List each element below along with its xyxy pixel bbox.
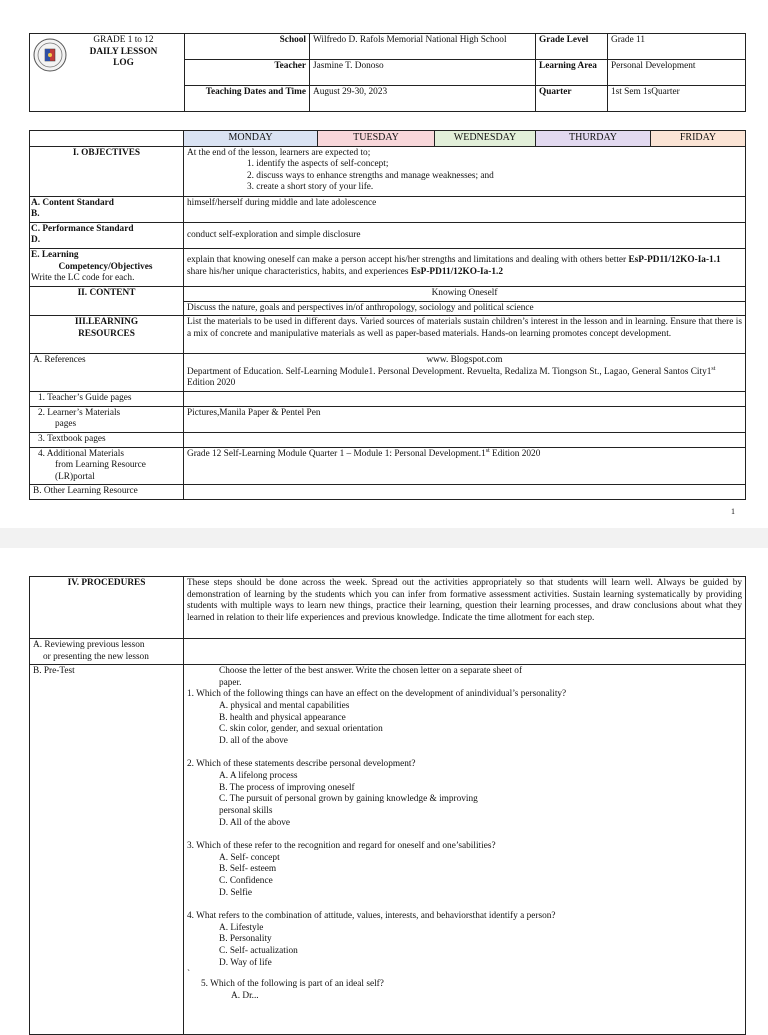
dates-value: August 29-30, 2023 [310,86,536,112]
objectives-cell [184,146,746,196]
comp-label-1: E. Learning [31,249,79,260]
procedures-table [29,576,746,1035]
references-tail: Edition 2020 [187,378,236,389]
add-label-1: 4. Additional Materials [38,448,124,459]
comp-label-2: Competency/Objectives [58,261,153,272]
title-line-2: DAILY LESSON [89,46,158,57]
grade-value: Grade 11 [608,34,746,60]
content-title: Knowing Oneself [184,286,746,301]
comp-label-3: Write the LC code for each. [31,273,135,284]
references-sup: st [711,365,716,372]
comp-value-1: explain that knowing oneself can make a person accept his/her strengths and limitations and dealing with others better [187,254,627,265]
dates-label: Teaching Dates and Time [185,86,310,112]
day-tuesday: TUESDAY [318,131,435,147]
objectives-label: I. OBJECTIVES [30,146,184,196]
content-std-b: B. [31,209,40,220]
objective-3: 3. create a short story of your life. [247,182,374,193]
add-sup: st [485,447,490,454]
school-label: School [185,34,310,60]
pretest-instr-1: Choose the letter of the best answer. Write the chosen letter on a separate sheet of [219,666,523,677]
title-line-1: GRADE 1 to 12 [93,35,154,45]
procedures-desc: These steps should be done across the week. Spread out the activities appropriately so that students will learn well. Always be guided by demonstration of learning by the students which you can infer from formative assessment activities. Sustain learning systematically by providing students with multiple ways to learn new things, practice their learning, question their learning processes, and draw conclusions about what they learned in relation to their life experiences and previous knowledge. Indicate the time allotment for each step. [184,577,746,639]
resources-label-2: RESOURCES [78,328,135,339]
review-label-2: or presenting the new lesson [43,651,149,662]
q5: 5. Which of the following is part of an ideal self? [201,979,384,990]
q3: 3. Which of these refer to the recognition and regard for oneself and one’sabilities? [187,841,496,852]
content-std-label: A. Content Standard [31,197,114,208]
review-label-1: A. Reviewing previous lesson [33,640,145,650]
content-desc: Discuss the nature, goals and perspectives in/of anthropology, sociology and political science [184,301,746,316]
page-number: 1 [731,507,735,516]
objectives-intro: At the end of the lesson, learners are expected to; [187,147,371,158]
lm-label-1: 2. Learner’s Materials [38,407,121,418]
lm-value: Pictures,Manila Paper & Pentel Pen [184,406,746,432]
q1-d: D. all of the above [219,735,288,746]
q4-a: A. Lifestyle [219,922,264,933]
q2-d: D. All of the above [219,817,291,828]
q3-a: A. Self- concept [219,852,280,863]
school-value: Wilfredo D. Rafols Memorial National High School [310,34,536,60]
tg-label: 1. Teacher’s Guide pages [30,392,184,407]
content-std-value: himself/herself during middle and late adolescence [184,196,746,222]
procedures-label: IV. PROCEDURES [30,577,184,639]
day-monday: MONDAY [184,131,318,147]
q4-mark: ` [187,969,191,980]
add-label-2: from Learning Resource [55,460,146,471]
perf-std-label: C. Performance Standard [31,223,134,234]
content-label: II. CONTENT [30,286,184,315]
other-label: B. Other Learning Resource [30,485,184,500]
page-gap [0,528,768,548]
references-url: www. Blogspot.com [426,355,503,366]
q5-a: A. Dr... [231,990,259,1001]
teacher-value: Jasmine T. Donoso [310,60,536,86]
add-label-3: (LR)portal [55,471,95,482]
page-2 [0,548,768,1024]
q2-c: C. The pursuit of personal grown by gaining knowledge & improving [219,794,478,805]
quarter-label: Quarter [536,86,608,112]
header-table [29,33,746,112]
area-value: Personal Development [608,60,746,86]
resources-desc: List the materials to be used in different days. Varied sources of materials sustain children’s interest in the lesson and in learning. Ensure that there is a mix of concrete and manipulative materials as well as paper-based materials. Hands-on learning promotes concept development. [184,316,746,354]
area-label: Learning Area [536,60,608,86]
lm-label-2: pages [55,419,77,430]
q2-c2: personal skills [219,805,273,816]
q3-d: D. Selfie [219,887,253,898]
references-value: Department of Education. Self-Learning Module1. Personal Development. Revuelta, Redaliza M. Tiongson St., Lagao, General Santos City1 [187,366,712,377]
perf-std-d: D. [31,235,41,246]
title-line-3: LOG [113,58,134,69]
day-thursday: THURDAY [536,131,651,147]
q4-c: C. Self- actualization [219,946,298,957]
q3-c: C. Confidence [219,875,273,886]
add-value: Grade 12 Self-Learning Module Quarter 1 – Module 1: Personal Development.1 [187,448,486,459]
q1: 1. Which of the following things can have an effect on the development of anindividual’s personality? [187,689,567,700]
q3-b: B. Self- esteem [219,864,277,875]
comp-code-1: EsP-PD11/12KO-Ia-1.1 [628,254,721,265]
day-friday: FRIDAY [651,131,746,147]
resources-label-1: III.LEARNING [74,317,139,328]
q1-a: A. physical and mental capabilities [219,701,350,712]
pretest-instr-2: paper. [219,677,242,688]
perf-std-value: conduct self-exploration and simple disclosure [184,222,746,248]
q2-b: B. The process of improving oneself [219,782,355,793]
comp-value-2: share his/her unique characteristics, habits, and experiences [187,266,409,277]
q2: 2. Which of these statements describe personal development? [187,759,416,770]
objective-2: 2. discuss ways to enhance strengths and manage weaknesses; and [247,170,494,181]
quarter-value: 1st Sem 1sQuarter [608,86,746,112]
add-tail: Edition 2020 [489,448,541,459]
references-label: A. References [30,354,184,392]
objective-1: 1. identify the aspects of self-concept; [247,159,389,170]
teacher-label: Teacher [185,60,310,86]
q4-b: B. Personality [219,934,272,945]
comp-code-2: EsP-PD11/12KO-Ia-1.2 [410,266,504,277]
pretest-label: B. Pre-Test [30,665,184,1035]
day-wednesday: WEDNESDAY [435,131,536,147]
tb-label: 3. Textbook pages [30,432,184,447]
q1-b: B. health and physical appearance [219,712,346,723]
grade-label: Grade Level [536,34,608,60]
lesson-table [29,130,746,500]
q4: 4. What refers to the combination of attitude, values, interests, and behaviorsthat identify a person? [187,911,556,922]
header-title [30,34,185,112]
q1-c: C. skin color, gender, and sexual orientation [219,724,383,735]
q4-d: D. Way of life [219,957,272,968]
q2-a: A. A lifelong process [219,771,298,782]
